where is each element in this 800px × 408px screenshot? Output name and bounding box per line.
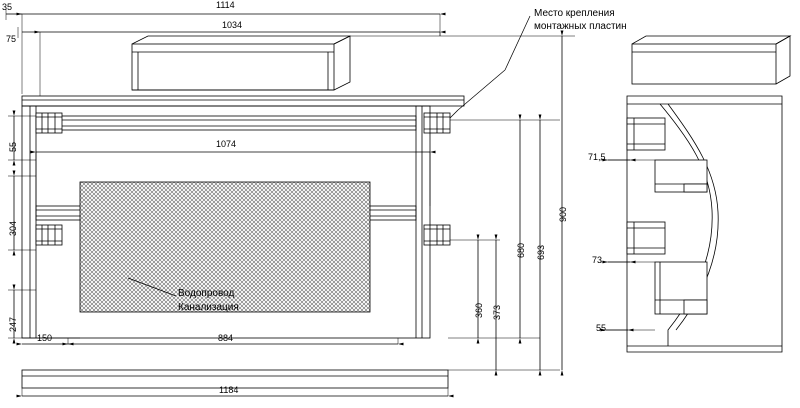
dim-front-bottom-inner: 884 [218,333,234,343]
dim-front-left-offset-top: 35 [2,2,13,12]
dim-front-right-360: 360 [474,302,484,318]
mount-note-line2: монтажных пластин [534,21,627,32]
water-note-line2: Канализация [178,302,239,313]
dim-front-mid-width: 1074 [216,139,237,149]
dim-side-top-offset: 71,5 [588,152,606,162]
dim-front-left-247: 247 [8,316,18,332]
mount-note-line1: Место крепления [534,8,615,19]
dim-front-overall-top: 1114 [216,0,235,10]
dim-front-left-offset-second: 75 [6,34,17,44]
dim-front-base-total: 1184 [219,385,239,395]
dim-front-right-373: 373 [492,304,502,320]
dim-front-right-680: 680 [516,242,526,258]
dim-front-inner-top: 1034 [222,20,243,30]
dim-front-left-55: 55 [8,141,18,152]
dim-front-right-900: 900 [558,206,568,222]
dim-side-mid-offset: 73 [592,255,603,265]
dim-side-bottom-offset: 55 [596,323,607,333]
water-note-line1: Водопровод [178,288,235,299]
dim-front-left-304: 304 [8,220,18,236]
dim-front-right-693: 693 [536,244,546,260]
dim-front-bottom-left: 150 [37,333,53,343]
